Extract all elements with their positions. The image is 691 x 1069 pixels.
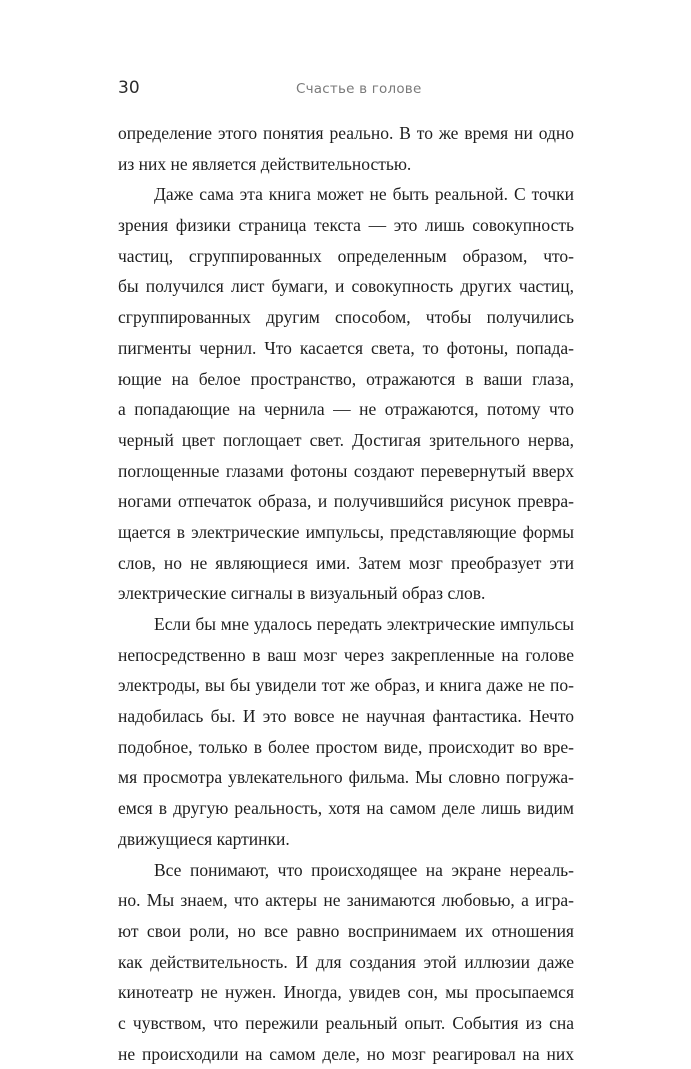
text-line: емся в другую реальность, хотя на самом деле лишь видим xyxy=(118,793,574,824)
text-line: подобное, только в более простом виде, происходит во вре- xyxy=(118,732,574,763)
text-line: электроды, вы бы увидели тот же образ, и книга даже не по- xyxy=(118,670,574,701)
text-line: ногами отпечаток образа, и получившийся рисунок превра- xyxy=(118,486,574,517)
text-line: Даже сама эта книга может не быть реальной. С точки xyxy=(118,179,574,210)
text-line: ющие на белое пространство, отражаются в ваши глаза, xyxy=(118,364,574,395)
paragraph xyxy=(118,179,574,609)
body-text xyxy=(118,118,574,1069)
text-line: непосредственно в ваш мозг через закрепленные на голове xyxy=(118,640,574,671)
text-line: Все понимают, что происходящее на экране нереаль- xyxy=(118,855,574,886)
text-line: зрения физики страница текста — это лишь совокупность xyxy=(118,210,574,241)
paragraph xyxy=(118,855,574,1069)
text-line: кинотеатр не нужен. Иногда, увидев сон, мы просыпаемся xyxy=(118,977,574,1008)
text-line: щается в электрические импульсы, представляющие формы xyxy=(118,517,574,548)
text-line: мя просмотра увлекательного фильма. Мы словно погружа- xyxy=(118,762,574,793)
text-line: Если бы мне удалось передать электрические импульсы xyxy=(118,609,574,640)
text-line: частиц, сгруппированных определенным образом, что- xyxy=(118,241,574,272)
paragraph xyxy=(118,118,574,179)
text-line: бы получился лист бумаги, и совокупность других частиц, xyxy=(118,271,574,302)
text-line: электрические сигналы в визуальный образ слов. xyxy=(118,578,574,609)
text-line: слов, но не являющиеся ими. Затем мозг преобразует эти xyxy=(118,548,574,579)
text-line: поглощенные глазами фотоны создают перевернутый вверх xyxy=(118,456,574,487)
paragraph xyxy=(118,609,574,855)
text-line: определение этого понятия реально. В то же время ни одно xyxy=(118,118,574,149)
text-line: не происходили на самом деле, но мозг реагировал на них xyxy=(118,1039,574,1069)
running-head xyxy=(118,78,574,102)
text-line: надобилась бы. И это вовсе не научная фантастика. Нечто xyxy=(118,701,574,732)
text-line: из них не является действительностью. xyxy=(118,149,574,180)
text-line: черный цвет поглощает свет. Достигая зрительного нерва, xyxy=(118,425,574,456)
text-line: пигменты чернил. Что касается света, то фотоны, попада- xyxy=(118,333,574,364)
text-line: сгруппированных другим способом, чтобы получились xyxy=(118,302,574,333)
text-line: с чувством, что пережили реальный опыт. События из сна xyxy=(118,1008,574,1039)
text-line: но. Мы знаем, что актеры не занимаются любовью, а игра- xyxy=(118,885,574,916)
text-line: движущиеся картинки. xyxy=(118,824,574,855)
running-title: Счастье в голове xyxy=(296,81,421,97)
text-line: как действительность. И для создания этой иллюзии даже xyxy=(118,947,574,978)
text-line: а попадающие на чернила — не отражаются, потому что xyxy=(118,394,574,425)
page-number: 30 xyxy=(118,78,140,98)
text-line: ют свои роли, но все равно воспринимаем их отношения xyxy=(118,916,574,947)
